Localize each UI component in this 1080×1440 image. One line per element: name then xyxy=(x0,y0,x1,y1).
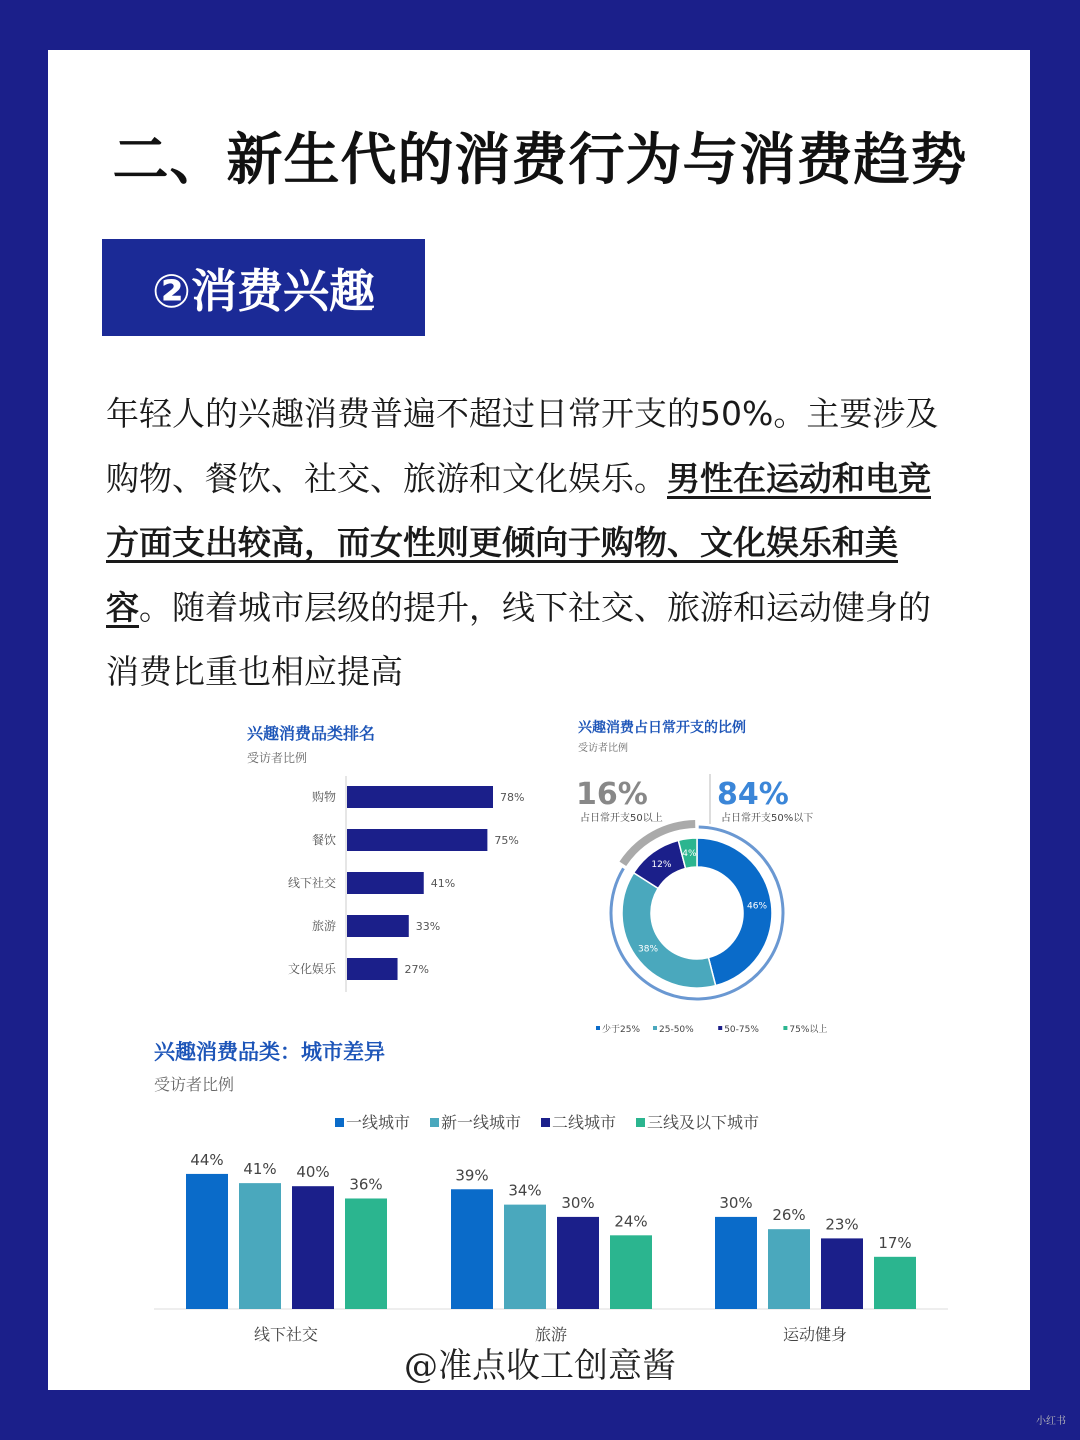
spending-share-donut-chart xyxy=(560,712,840,1042)
chart3-bar xyxy=(557,1217,599,1309)
chart1-value-label: 78% xyxy=(500,791,525,804)
chart1-category-label: 线下社交 xyxy=(287,876,336,890)
chart3-bar xyxy=(504,1205,546,1309)
category-ranking-chart xyxy=(230,712,550,1002)
chart3-value-label: 17% xyxy=(878,1233,912,1252)
chart1-value-label: 41% xyxy=(430,877,456,890)
callout-84-label: 占日常开支50%以下 xyxy=(721,813,814,824)
chart3-title: 兴趣消费品类：城市差异 xyxy=(154,1040,385,1064)
chart3-legend-label: 新一线城市 xyxy=(441,1113,522,1132)
chart3-value-label: 24% xyxy=(614,1212,648,1231)
chart3-value-label: 30% xyxy=(719,1193,753,1212)
chart3-value-label: 34% xyxy=(508,1181,542,1200)
donut-legend-label: 25-50% xyxy=(659,1025,694,1035)
watermark: @准点收工创意酱 xyxy=(404,1346,676,1386)
chart1-value-label: 27% xyxy=(404,963,429,976)
chart3-legend-swatch xyxy=(636,1118,645,1127)
chart2-title: 兴趣消费占日常开支的比例 xyxy=(578,720,746,736)
chart3-legend-label: 三线及以下城市 xyxy=(647,1113,760,1132)
intro-paragraph xyxy=(106,382,946,705)
section-badge: ②消费兴趣 xyxy=(102,239,425,336)
chart1-bar xyxy=(347,786,493,808)
page-title: 二、新生代的消费行为与消费趋势 xyxy=(112,128,968,193)
donut-legend-label: 50-75% xyxy=(724,1025,759,1035)
paragraph-part-1: 年轻人的兴趣消费普遍不超过日常开支的50%。主要涉及购物、餐饮、社交、旅游和文化娱乐。 xyxy=(106,394,939,498)
chart1-bar xyxy=(347,915,409,937)
donut-slice-label: 38% xyxy=(638,944,659,955)
chart1-value-label: 33% xyxy=(415,920,441,933)
chart1-bar xyxy=(347,958,398,980)
donut-slice-label: 4% xyxy=(682,848,697,859)
chart3-bar xyxy=(768,1229,810,1309)
chart3-value-label: 39% xyxy=(455,1166,489,1185)
chart2-subtitle: 受访者比例 xyxy=(578,743,628,754)
chart1-bar xyxy=(347,872,424,894)
chart3-value-label: 30% xyxy=(561,1193,595,1212)
chart3-category-label: 运动健身 xyxy=(782,1325,848,1344)
chart3-value-label: 44% xyxy=(190,1150,224,1169)
chart3-value-label: 40% xyxy=(296,1163,330,1182)
chart3-legend-label: 二线城市 xyxy=(552,1113,617,1132)
chart1-category-label: 旅游 xyxy=(311,919,336,933)
chart3-bar xyxy=(821,1238,863,1309)
donut-slice xyxy=(622,873,716,988)
chart3-value-label: 23% xyxy=(825,1215,859,1234)
donut-slice-label: 46% xyxy=(747,901,768,912)
paragraph-emphasis: 男性在运动和电竞方面支出较高，而女性则更倾向于购物、文化娱乐和美容 xyxy=(106,458,931,627)
chart3-bar xyxy=(239,1183,281,1309)
chart3-value-label: 41% xyxy=(243,1160,277,1179)
chart3-bar xyxy=(292,1186,334,1309)
chart3-bar xyxy=(451,1189,493,1309)
chart1-title: 兴趣消费品类排名 xyxy=(247,724,376,743)
chart3-legend-swatch xyxy=(335,1118,344,1127)
chart3-legend-swatch xyxy=(541,1118,550,1127)
chart3-legend-swatch xyxy=(430,1118,439,1127)
callout-16-value: 16% xyxy=(576,777,648,812)
chart3-category-label: 旅游 xyxy=(534,1325,568,1344)
paragraph-part-3: 。随着城市层级的提升，线下社交、旅游和运动健身的消费比重也相应提高 xyxy=(106,587,931,691)
chart1-category-label: 餐饮 xyxy=(311,833,336,847)
chart1-bar xyxy=(347,829,487,851)
callout-16-label: 占日常开支50以上 xyxy=(580,813,663,824)
chart3-bar xyxy=(610,1235,652,1309)
chart1-category-label: 文化娱乐 xyxy=(287,962,336,976)
chart1-subtitle: 受访者比例 xyxy=(247,751,308,765)
donut-legend-label: 少于25% xyxy=(602,1025,641,1035)
chart3-value-label: 26% xyxy=(772,1206,806,1225)
chart3-bar xyxy=(715,1217,757,1309)
chart3-legend-label: 一线城市 xyxy=(346,1113,411,1132)
callout-84-value: 84% xyxy=(717,777,789,812)
chart3-bar xyxy=(345,1198,387,1309)
chart3-subtitle: 受访者比例 xyxy=(154,1075,235,1094)
chart3-bar xyxy=(186,1174,228,1309)
corner-logo: 小红书 xyxy=(1036,1416,1066,1427)
donut-legend-label: 75%以上 xyxy=(789,1025,828,1035)
city-difference-chart xyxy=(140,1030,960,1350)
chart3-bar xyxy=(874,1257,916,1309)
donut-slice-label: 12% xyxy=(651,860,672,871)
chart3-category-label: 线下社交 xyxy=(253,1325,319,1344)
chart1-category-label: 购物 xyxy=(311,790,336,804)
chart1-value-label: 75% xyxy=(494,834,519,847)
chart3-value-label: 36% xyxy=(349,1175,383,1194)
